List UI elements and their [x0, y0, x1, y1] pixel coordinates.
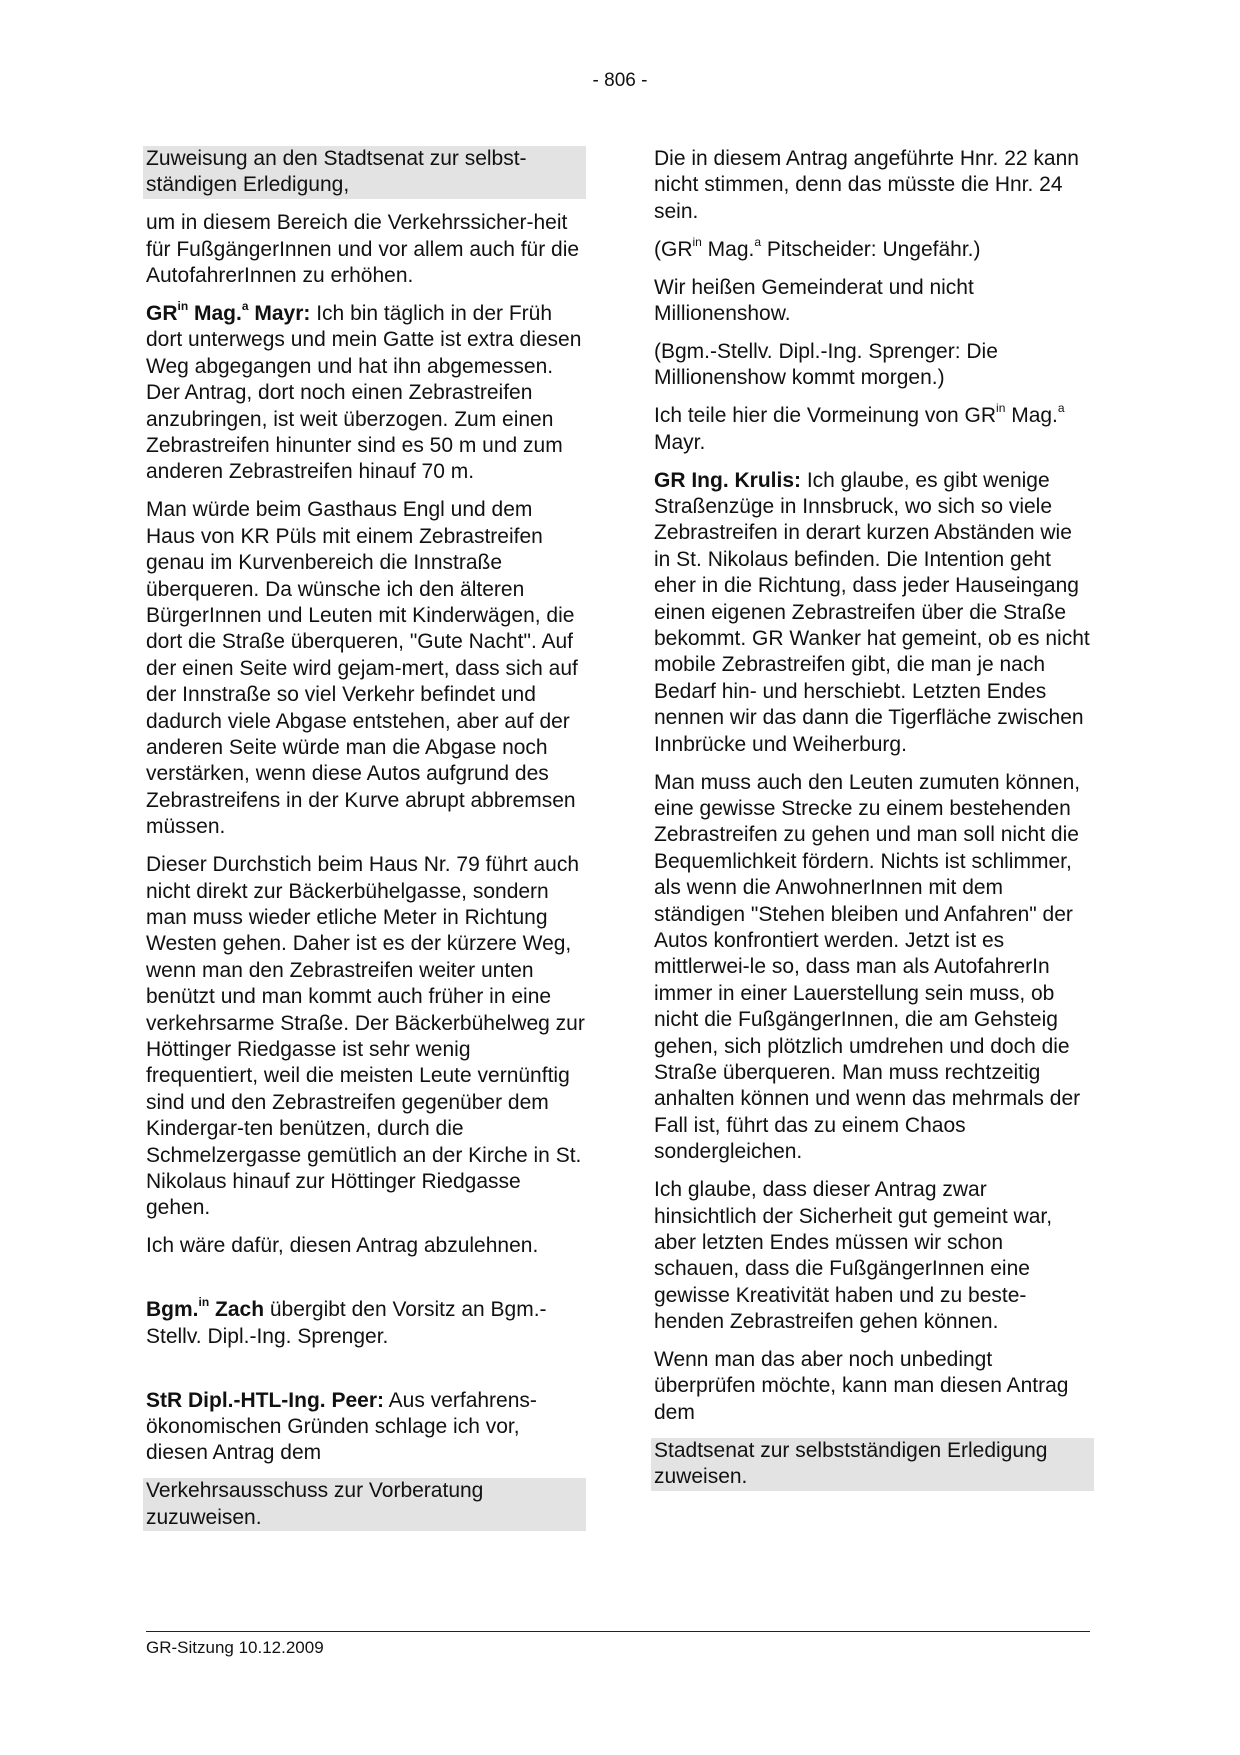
paragraph: Man muss auch den Leuten zumuten können, eine gewisse Strecke zu einem bestehenden Zebrastreifen zu gehen und man soll nicht die Bequemlichkeit fördern. Nichts ist schlimmer, als wenn die AnwohnerInnen mit dem ständigen "Stehen bleiben und Anfahren" der Autos konfrontiert werden. Jetzt ist es mittlerwei-le so, dass man als AutofahrerIn immer in einer Lauerstellung sein muss, ob nicht die FußgängerInnen, die am Gehsteig gehen, sich plötzlich umdrehen und doch die Straße überqueren. Man muss rechtzeitig anhalten können und wenn das mehrmals der Fall ist, führt das zu einem Chaos sondergleichen. [654, 770, 1081, 1164]
page-number: - 806 - [592, 70, 648, 91]
paragraph: Wir heißen Gemeinderat und nicht Millionenshow. [654, 275, 974, 326]
footer-divider [146, 1631, 1090, 1632]
paragraph: Ich teile hier die Vormeinung von $GR^{in}$ Mag.$^a$ Mayr. [654, 401, 1065, 454]
paragraph: Ich wäre dafür, diesen Antrag abzulehnen. [146, 1234, 539, 1258]
interjection-pitscheider: ($GR^{in}$ Mag.$^a$ Pitscheider: Ungefähr.) [654, 234, 981, 261]
speech-mayr [146, 301, 586, 486]
footer-session-date: GR-Sitzung 10.12.2009 [146, 1638, 324, 1657]
speaker-name: GR Ing. Krulis: [654, 468, 801, 492]
left-column [146, 146, 586, 1543]
speaker-name: StR Dipl.-HTL-Ing. Peer: [146, 1388, 384, 1412]
speech-text: Ich bin täglich in der Früh dort unterwegs und mein Gatte ist extra diesen Weg abgegangen und hat ihn abgemessen. Der Antrag, dort noch einen Zebrastreifen anzubringen, ist weit überzogen. Zum einen Zebrastreifen hinunter sind es 50 m und zum anderen Zebrastreifen hinauf 70 m. [146, 302, 582, 484]
speech-krulis [654, 468, 1094, 758]
paragraph: Man würde beim Gasthaus Engl und dem Haus von KR Püls mit einem Zebrastreifen genau im Kurvenbereich die Innstraße überqueren. Da wünsche ich den älteren BürgerInnen und Leuten mit Kinderwägen, die dort die Straße überqueren, "Gute Nacht". Auf der einen Seite wird gejam-mert, dass sich auf der Innstraße so viel Verkehr befindet und dadurch viele Abgase entstehen, aber auf der anderen Seite würde man die Abgase noch verstärken, wenn diese Autos aufgrund des Zebrastreifens in der Kurve abrupt abbremsen müssen. [146, 498, 578, 839]
right-column [654, 146, 1094, 1502]
interjection-sprenger: (Bgm.-Stellv. Dipl.-Ing. Sprenger: Die Millionenshow kommt morgen.) [654, 339, 998, 390]
motion-highlight: Verkehrsausschuss zur Vorberatung zuzuweisen. [143, 1478, 586, 1531]
paragraph: Wenn man das aber noch unbedingt überprüfen möchte, kann man diesen Antrag dem [654, 1348, 1069, 1424]
speaker-name: Bgm.$^{in}$ Zach [146, 1295, 265, 1322]
speech-text: Ich glaube, es gibt wenige Straßenzüge in Innsbruck, wo sich so viele Zebrastreifen in derart kurzen Abständen wie in St. Nikolaus befinden. Die Intention geht eher in die Richtung, dass jeder Hauseingang einen eigenen Zebrastreifen über die Straße bekommt. GR Wanker hat gemeint, ob es nicht mobile Zebrastreifen gibt, die man je nach Bedarf hin- und herschiebt. Letzten Endes nennen wir das dann die Tigerfläche zwischen Innbrücke und Weiherburg. [654, 468, 1090, 756]
speech-text: übergibt den Vorsitz an Bgm.-Stellv. Dipl.-Ing. Sprenger. [146, 1298, 547, 1348]
paragraph: Dieser Durchstich beim Haus Nr. 79 führt auch nicht direkt zur Bäckerbühelgasse, sondern man muss wieder etliche Meter in Richtung Westen gehen. Daher ist es der kürzere Weg, wenn man den Zebrastreifen weiter unten benützt und man kommt auch früher in eine verkehrsarme Straße. Der Bäckerbühelweg zur Höttinger Riedgasse ist sehr wenig frequentiert, weil die meisten Leute vernünftig sind und den Zebrastreifen gegenüber dem Kindergar-ten benützen, durch die Schmelzergasse gemütlich an der Kirche in St. Nikolaus hinauf zur Höttinger Riedgasse gehen. [146, 853, 585, 1220]
chair-handover [146, 1297, 586, 1350]
paragraph: Ich glaube, dass dieser Antrag zwar hinsichtlich der Sicherheit gut gemeint war, aber letzten Endes müssen wir schon schauen, dass die FußgängerInnen eine gewisse Kreativität haben und zu beste-henden Zebrastreifen gehen können. [654, 1178, 1053, 1334]
paragraph: Die in diesem Antrag angeführte Hnr. 22 kann nicht stimmen, denn das müsste die Hnr. 24 sein. [654, 147, 1079, 223]
speaker-name: $GR^{in}$ Mag.$^a$ Mayr: [146, 299, 311, 326]
speech-peer [146, 1388, 586, 1467]
paragraph: um in diesem Bereich die Verkehrssicher-heit für FußgängerInnen und vor allem auch für die AutofahrerInnen zu erhöhen. [146, 211, 580, 288]
speech-text: Aus verfahrens-ökonomischen Gründen schlage ich vor, diesen Antrag dem [146, 1388, 537, 1465]
motion-highlight: Zuweisung an den Stadtsenat zur selbst-ständigen Erledigung, [143, 146, 586, 199]
motion-highlight: Stadtsenat zur selbstständigen Erledigung zuweisen. [651, 1438, 1094, 1491]
